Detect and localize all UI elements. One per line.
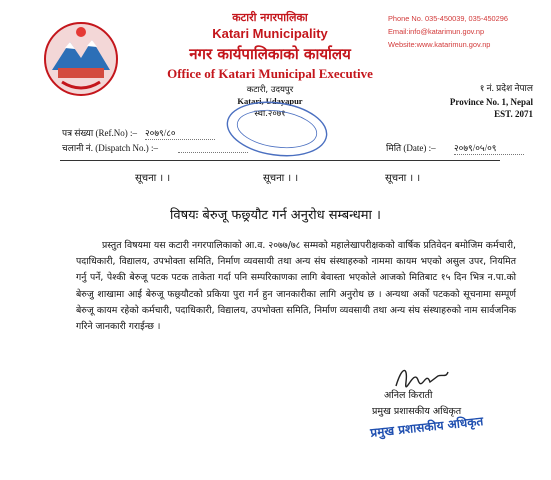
letter-body (76, 238, 516, 335)
office-name-en: Office of Katari Municipal Executive (167, 66, 373, 81)
municipal-emblem (40, 18, 122, 100)
establishment-np: स्था.२०७१ (254, 109, 286, 119)
municipality-name-np: कटारी नगरपालिका (232, 11, 308, 24)
header-divider (60, 160, 500, 161)
subject-line: विषयः बेरुजू फछ्र्यौट गर्न अनुरोध सम्बन्धमा । (170, 208, 381, 223)
establishment-en: EST. 2071 (494, 109, 533, 119)
province-np: १ नं. प्रदेश नेपाल (479, 83, 533, 93)
dispatch-number-label: चलानी नं. (Dispatch No.) :– (62, 143, 158, 153)
date-label: मिति (Date) :– (386, 143, 436, 153)
contact-phone: Phone No. 035-450039, 035-450296 (388, 14, 508, 23)
signatory-title: प्रमुख प्रशासकीय अधिकृत (372, 406, 462, 417)
signatory-name: अनिल किराती (384, 390, 433, 401)
notice-heading-3: सूचना । । (385, 173, 421, 184)
notice-heading-1: सूचना । । (135, 173, 171, 184)
ref-number-value: २०७९/८० (145, 126, 215, 140)
date-value: २०७९/०५/०९ (454, 141, 524, 155)
ref-number-label: पत्र संख्या (Ref.No) :– (62, 128, 137, 138)
designation-stamp: प्रमुख प्रशासकीय अधिकृत (369, 414, 484, 440)
contact-email: Email:info@katarimun.gov.np (388, 27, 485, 36)
notice-heading-2: सूचना । । (263, 173, 299, 184)
province-en: Province No. 1, Nepal (449, 97, 533, 107)
contact-website: Website:www.katarimun.gov.np (388, 40, 491, 49)
dispatch-number-line (178, 152, 248, 153)
municipality-name-en: Katari Municipality (212, 26, 328, 41)
office-stamp (222, 98, 332, 160)
body-paragraph: प्रस्तुत विषयमा यस कटारी नगरपालिकाको आ.व. २०७७/७८ सम्मको महालेखापरीक्षकको वार्षिक प्रतिवेदन बमोजिम कर्मचारी, पदाधिकारी, विद्यालय, उपभोक्ता समिति, निर्माण व्यवसायी तथा अन्य संघ संस्थाहरुको नाममा कायम भएको असुल उपर, नियमित गर्नु पर्ने, पेश्की बेरुजू पटक पटक ताकेता गर्दा पनि सम्परिकाणका लागि बेवास्ता भएकोले आजको मितिबाट १५ दिन भित्र न.पा.को बेरुजु शाखामा आई बेरुजू फछ्र्यौटको प्रकिया पुरा गर्न हुन जानकारीका लागि अनुरोध छ । अन्यथा अर्को पटकको सूचनामा सम्पूर्ण बेरुजू कायम रहेको कर्मचारी, पदाधिकारी, विद्यालय, उपभोक्ता समिति, निर्माण व्यवसायी तथा अन्य संघ संस्थाहरुको नाम सार्वजनिक गरिने जानकारी गराईन्छ । (76, 240, 516, 333)
place-np: कटारी, उदयपुर (246, 85, 294, 95)
place-en: Katari, Udayapur (237, 96, 303, 106)
office-name-np: नगर कार्यपालिकाको कार्यालय (189, 45, 351, 63)
